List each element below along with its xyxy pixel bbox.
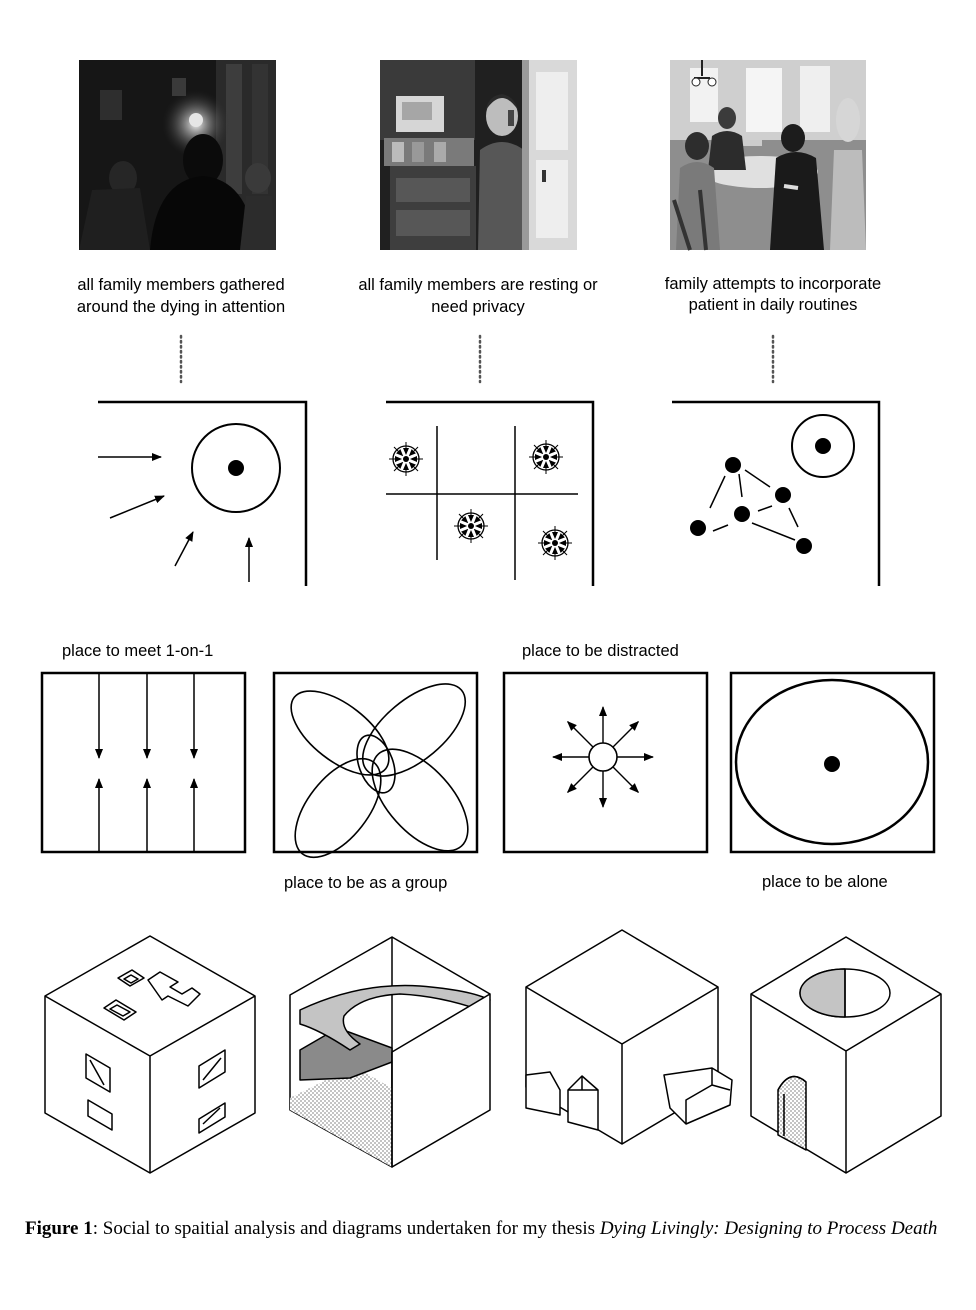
radial-arrow	[613, 722, 638, 747]
figure-caption	[25, 1216, 960, 1242]
cube-cutaway	[290, 937, 490, 1167]
diagram-gathered	[98, 402, 306, 586]
diagram-distracted	[504, 673, 707, 852]
photo-family-gathered	[79, 60, 276, 250]
diagram-meet	[42, 673, 245, 852]
photo-resting-privacy	[380, 60, 577, 250]
caption-privacy-line2: need privacy	[431, 298, 525, 316]
privacy-burst-icon	[389, 442, 423, 476]
photo-daily-routine	[670, 60, 866, 250]
diagram-routine	[672, 402, 879, 586]
label-meet: place to meet 1-on-1	[62, 642, 214, 660]
label-group: place to be as a group	[284, 874, 448, 892]
privacy-burst-icon	[454, 509, 488, 543]
radial-arrow	[613, 767, 638, 792]
cube-additions	[526, 930, 732, 1144]
privacy-burst-icon	[538, 526, 572, 560]
diagram-privacy	[386, 402, 593, 586]
label-alone: place to be alone	[762, 873, 888, 891]
caption-gathered-line1: all family members gathered	[77, 276, 285, 294]
figure-caption-text: : Social to spaitial analysis and diagrams undertaken for my thesis	[92, 1218, 600, 1239]
caption-privacy-line1: all family members are resting or	[358, 276, 598, 294]
figure-caption-title: Dying Livingly: Designing to Process Death	[599, 1218, 938, 1239]
privacy-burst-icon	[529, 440, 563, 474]
caption-routine-line1: family attempts to incorporate	[664, 275, 882, 293]
diagram-alone	[731, 673, 934, 852]
diagram-group	[274, 667, 485, 872]
figure-caption-label: Figure 1	[25, 1218, 93, 1239]
label-distracted: place to be distracted	[522, 642, 679, 660]
caption-gathered-line2: around the dying in attention	[76, 298, 286, 316]
cube-skylight	[751, 937, 941, 1173]
radial-arrow	[568, 722, 593, 747]
caption-routine-line2: patient in daily routines	[688, 296, 858, 314]
radial-arrow	[568, 767, 593, 792]
cube-windows	[45, 936, 255, 1173]
